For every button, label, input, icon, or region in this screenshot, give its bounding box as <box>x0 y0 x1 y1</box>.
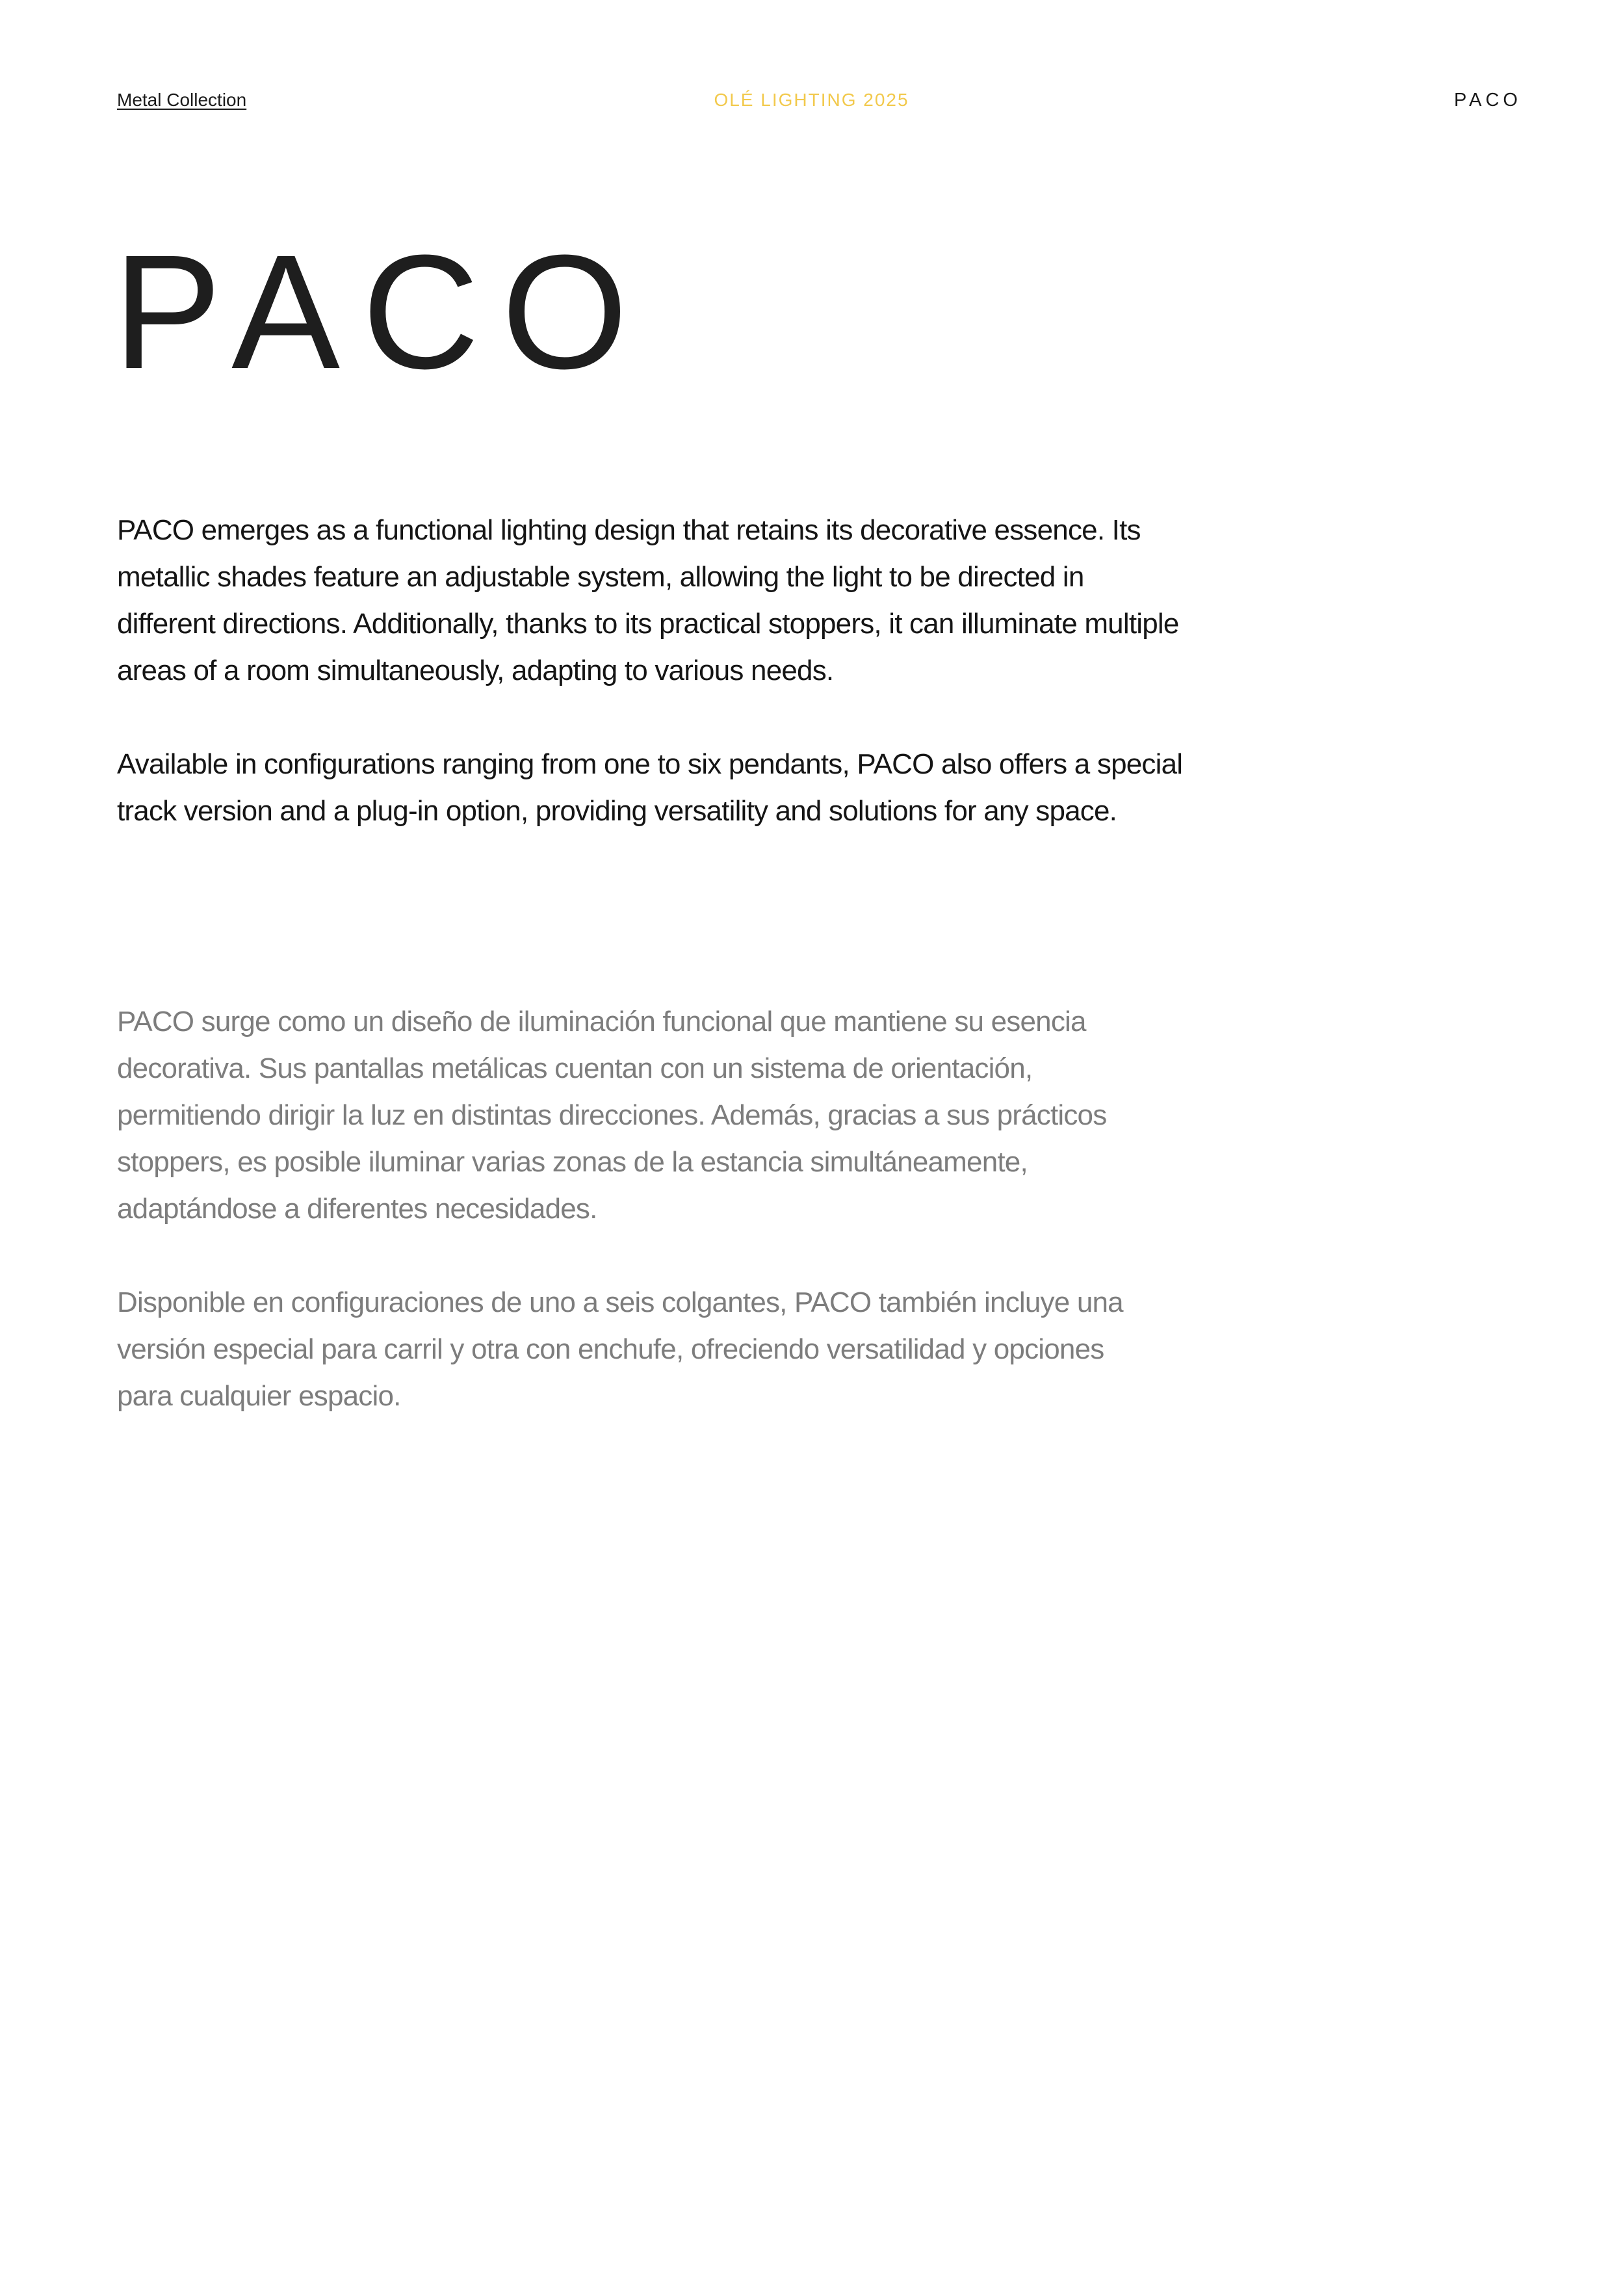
product-name-label: PACO <box>1453 90 1522 111</box>
english-description <box>117 507 1183 835</box>
english-paragraph-1: PACO emerges as a functional lighting design that retains its decorative essence. Its metallic shades feature an adjustable system, allowing the light to be directed in different directions. Additionally, thanks to its practical stoppers, it can illuminate multiple areas of a room simultaneously, adapting to various needs. <box>117 514 1179 686</box>
spanish-description <box>117 998 1150 1420</box>
page-title: PACO <box>113 221 650 402</box>
spanish-paragraph-1: PACO surge como un diseño de iluminación funcional que mantiene su esencia decorativa. Sus pantallas metálicas cuentan con un sistema de orientación, permitiendo dirigir la luz en distintas direcciones. Además, gracias a sus prácticos stoppers, es posible iluminar varias zonas de la estancia simultáneamente, adaptándose a diferentes necesidades. <box>117 1006 1107 1225</box>
english-paragraph-2: Available in configurations ranging from one to six pendants, PACO also offers a special track version and a plug-in option, providing versatility and solutions for any space. <box>117 748 1183 827</box>
brand-year-label: OLÉ LIGHTING 2025 <box>714 90 909 110</box>
spanish-paragraph-2: Disponible en configuraciones de uno a seis colgantes, PACO también incluye una versión especial para carril y otra con enchufe, ofreciendo versatilidad y opciones para cualquier espacio. <box>117 1286 1123 1412</box>
collection-link[interactable]: Metal Collection <box>117 90 247 110</box>
